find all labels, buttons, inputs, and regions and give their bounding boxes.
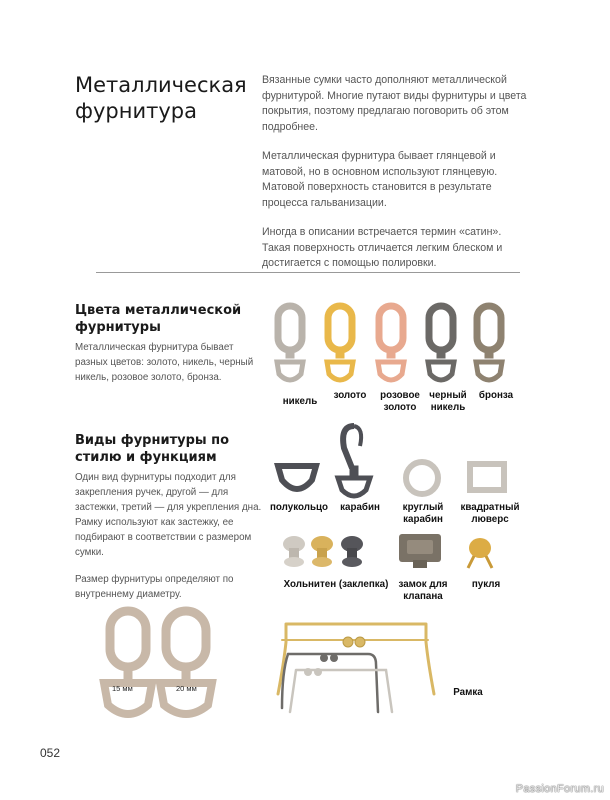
hook-black-nickel [428, 306, 454, 380]
label-stud: пукля [471, 579, 501, 590]
label-frame: Рамка [453, 687, 483, 698]
colors-text: Металлическая фурнитура бывает разных цветов: золото, никель, черный никель, розовое золото, бронза. [75, 342, 254, 383]
carabiner-image [330, 418, 378, 500]
types-text: Один вид фурнитуры подходит для закрепления ручек, другой — для застежки, третий — для укрепления дна. Рамку используют как застежку, ее подбирают в соответствии с размером сумки. [75, 472, 262, 558]
hook-rose-gold [378, 306, 404, 380]
page-number: 052 [40, 746, 61, 760]
hook-bronze [476, 306, 502, 380]
size-note: Размер фурнитуры определяют по внутреннему диаметру. [75, 574, 234, 600]
types-section [75, 432, 263, 602]
hook-gold [327, 306, 353, 380]
label-nickel: никель [282, 396, 318, 407]
label-rose-gold: розовое золото [380, 390, 420, 413]
round-carabiner-image [400, 456, 446, 502]
label-black-nickel: черный никель [429, 390, 467, 413]
hook-nickel [277, 306, 303, 380]
flap-lock-image [395, 530, 447, 574]
rivets-image [276, 530, 376, 572]
intro-paragraph: Иногда в описании встречается термин «сатин». Такая поверхность отличается легким блеском и достигается с помощью полировки. [262, 226, 503, 269]
label-round-carabiner: круглый карабин [402, 502, 444, 525]
label-half-ring: полукольцо [270, 502, 328, 513]
frame-image [268, 612, 448, 730]
label-carabiner: карабин [340, 502, 380, 513]
square-grommet-image [464, 458, 510, 498]
color-hooks-row [265, 300, 525, 390]
intro-text [262, 73, 530, 286]
size-comparison-hooks [96, 605, 226, 735]
label-flap-lock: замок для клапана [398, 579, 448, 602]
stud-image [458, 534, 504, 572]
label-bronze: бронза [478, 390, 514, 401]
intro-paragraph: Металлическая фурнитура бывает глянцевой и матовой, но в основном используют глянцевую. Матовой поверхность становится в результате процесса гальванизации. [262, 150, 498, 209]
colors-section [75, 302, 265, 385]
label-square-grommet: квадратный люверс [460, 502, 520, 525]
page-title: Металлическая фурнитура [75, 73, 247, 123]
half-ring-image [272, 458, 322, 498]
intro-paragraph: Вязанные сумки часто дополняют металлической фурнитурой. Многие путают виды фурнитуры и цвета покрытия, поэтому предлагаю поговорить об этом подробнее. [262, 74, 527, 133]
label-gold: золото [333, 390, 367, 401]
types-heading: Виды фурнитуры по стилю и функциям [75, 433, 230, 465]
section-divider [96, 272, 520, 273]
size-label-20: 20 мм [176, 684, 197, 693]
watermark: PassionForum.ru [515, 783, 604, 795]
label-rivet: Хольнитен (заклепка) [283, 579, 389, 590]
colors-heading: Цвета металлической фурнитуры [75, 303, 242, 335]
size-label-15: 15 мм [112, 684, 133, 693]
